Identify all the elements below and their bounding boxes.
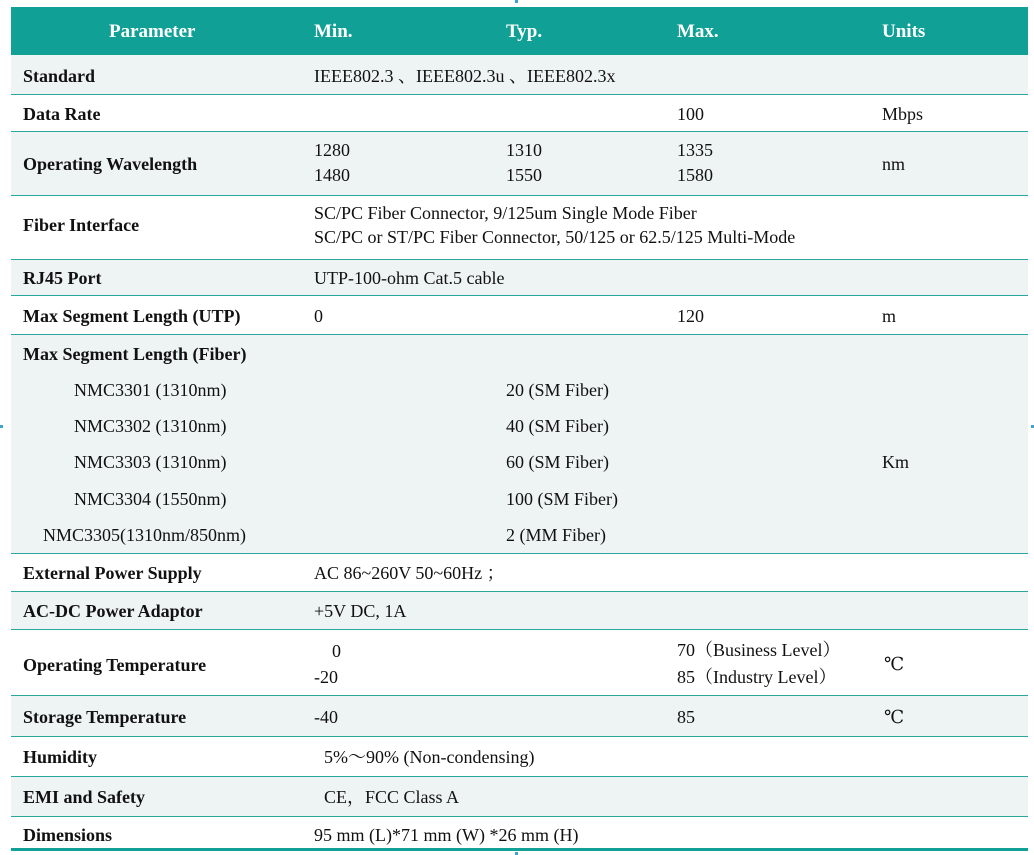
row-value: 5%～90% (Non-condensing)	[324, 747, 535, 767]
row-value: UTP-100-ohm Cat.5 cable	[314, 268, 505, 288]
table-row-standard	[11, 55, 1028, 95]
table-bottom-rule	[11, 848, 1028, 851]
row-units: Mbps	[882, 104, 924, 124]
row-value: AC 86~260V 50~60Hz ；	[314, 563, 505, 583]
row-value: IEEE802.3 、IEEE802.3u 、IEEE802.3x	[314, 66, 616, 86]
row-units: Km	[882, 452, 909, 472]
row-label: Storage Temperature	[23, 707, 187, 727]
model-value: 100 (SM Fiber)	[506, 489, 618, 509]
row-label: Humidity	[23, 747, 98, 767]
row-max: 85	[677, 707, 695, 727]
row-value: +5V DC, 1A	[314, 601, 407, 621]
table-row-wavelength	[11, 132, 1028, 196]
row-typ: 1550	[506, 165, 542, 185]
row-max: 70（Business Level）	[677, 640, 841, 660]
table-row-op-temp	[11, 630, 1028, 696]
row-label: Operating Temperature	[23, 655, 207, 675]
header-parameter: Parameter	[109, 21, 196, 42]
model-name: NMC3303 (1310nm)	[74, 452, 227, 472]
model-value: 20 (SM Fiber)	[506, 380, 609, 400]
row-label: Max Segment Length (UTP)	[23, 306, 241, 326]
row-min: 1280	[314, 140, 350, 160]
table-header	[11, 7, 1028, 55]
model-value: 40 (SM Fiber)	[506, 416, 609, 436]
row-max: 1335	[677, 140, 713, 160]
row-min: 0	[332, 641, 341, 661]
row-value: SC/PC Fiber Connector, 9/125um Single Mode Fiber	[314, 203, 697, 223]
row-label: Dimensions	[23, 825, 113, 845]
row-min: 1480	[314, 165, 350, 185]
table-row-max-seg-utp	[11, 296, 1028, 335]
header-max: Max.	[677, 21, 719, 42]
row-label: External Power Supply	[23, 563, 202, 583]
row-max: 1580	[677, 165, 713, 185]
model-name: NMC3305(1310nm/850nm)	[43, 525, 247, 545]
row-typ: 1310	[506, 140, 542, 160]
row-units: ℃	[884, 654, 905, 674]
row-min: -20	[314, 667, 338, 687]
model-value: 60 (SM Fiber)	[506, 452, 609, 472]
row-value: 95 mm (L)*71 mm (W) *26 mm (H)	[314, 825, 579, 845]
table-row-dimensions	[11, 817, 1028, 848]
row-label: Fiber Interface	[23, 215, 140, 235]
row-label: Standard	[23, 66, 96, 86]
row-label: EMI and Safety	[23, 787, 146, 807]
header-typ: Typ.	[506, 21, 543, 42]
table-row-fiber-interface	[11, 196, 1028, 260]
row-max: 85（Industry Level）	[677, 667, 837, 687]
row-units: nm	[882, 154, 906, 174]
row-value: CE，FCC Class A	[324, 787, 460, 807]
row-label: RJ45 Port	[23, 268, 102, 288]
model-name: NMC3304 (1550nm)	[74, 489, 227, 509]
row-label: Max Segment Length (Fiber)	[23, 344, 247, 364]
table-row-ext-power	[11, 554, 1028, 592]
row-label: AC-DC Power Adaptor	[23, 601, 203, 621]
table-row-emi	[11, 777, 1028, 817]
edge-marker	[0, 425, 3, 428]
table-row-data-rate	[11, 95, 1028, 132]
row-max: 100	[677, 104, 704, 124]
row-max: 120	[677, 306, 704, 326]
model-name: NMC3301 (1310nm)	[74, 380, 227, 400]
table-row-rj45	[11, 260, 1028, 296]
model-name: NMC3302 (1310nm)	[74, 416, 227, 436]
model-value: 2 (MM Fiber)	[506, 525, 606, 545]
row-value: SC/PC or ST/PC Fiber Connector, 50/125 or 62.5/125 Multi-Mode	[314, 227, 796, 247]
header-min: Min.	[314, 21, 353, 42]
header-units: Units	[882, 21, 926, 42]
row-label: Data Rate	[23, 104, 101, 124]
table-row-max-seg-fiber	[11, 335, 1028, 554]
row-min: -40	[314, 707, 338, 727]
row-units: m	[882, 306, 897, 326]
row-units: ℃	[884, 707, 905, 727]
table-row-storage-temp	[11, 696, 1028, 737]
edge-marker	[515, 0, 518, 3]
table-row-adaptor	[11, 592, 1028, 630]
row-label: Operating Wavelength	[23, 154, 198, 174]
table-row-humidity	[11, 737, 1028, 777]
row-min: 0	[314, 306, 323, 326]
